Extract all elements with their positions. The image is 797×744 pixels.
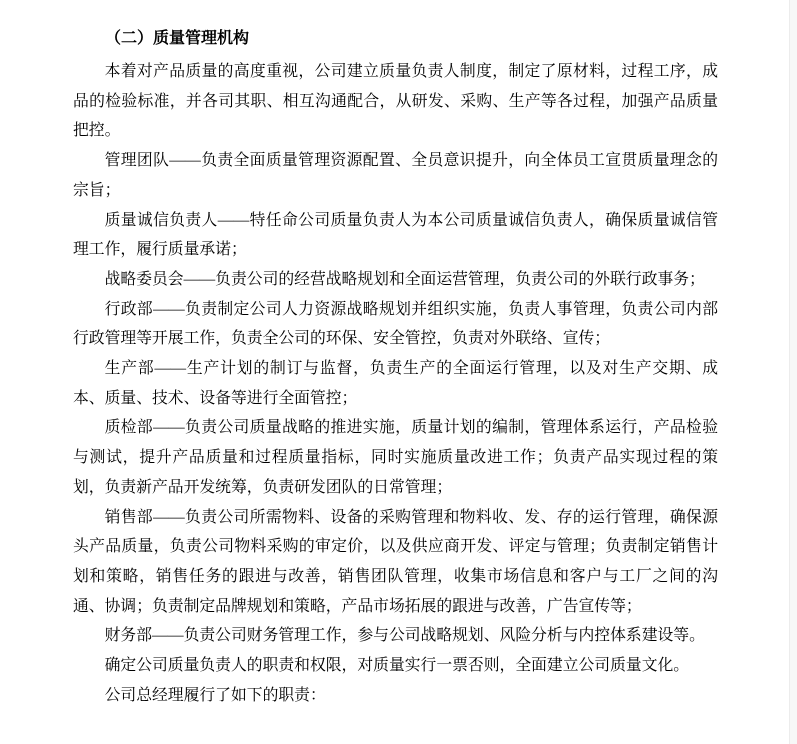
document-body	[73, 28, 718, 710]
paragraph-production-dept: 生产部——生产计划的制订与监督，负责生产的全面运行管理，以及对生产交期、成本、质量、技术、设备等进行全面管控；	[73, 360, 718, 407]
paragraph-strategy-committee: 战略委员会——负责公司的经营战略规划和全面运营管理，负责公司的外联行政事务；	[104, 270, 705, 288]
paragraph-finance-dept: 财务部——负责公司财务管理工作，参与公司战略规划、风险分析与内控体系建设等。	[104, 627, 705, 645]
paragraph-qc-dept: 质检部——负责公司质量战略的推进实施，质量计划的编制，管理体系运行，产品检验与测试，提升产品质量和过程质量指标，同时实施质量改进工作；负责产品实现过程的策划，负责新产品开发统筹，负责研发团队的日常管理；	[73, 419, 718, 496]
paragraph-admin-dept: 行政部——负责制定公司人力资源战略规划并组织实施，负责人事管理，负责公司内部行政管理等开展工作，负责全公司的环保、安全管控，负责对外联络、宣传；	[73, 300, 718, 348]
paragraph-intro: 本着对产品质量的高度重视，公司建立质量负责人制度，制定了原材料，过程工序，成品的检验标准，并各司其职、相互沟通配合，从研发、采购、生产等各过程，加强产品质量把控。	[73, 63, 718, 140]
paragraph-management-team: 管理团队——负责全面质量管理资源配置、全员意识提升，向全体员工宣贯质量理念的宗旨；	[73, 152, 718, 199]
section-heading: （二）质量管理机构	[105, 30, 250, 47]
page-edge	[789, 0, 797, 744]
paragraph-gm-duties-lead-in: 公司总经理履行了如下的职责：	[104, 686, 326, 704]
paragraph-quality-veto: 确定公司质量负责人的职责和权限，对质量实行一票否则，全面建立公司质量文化。	[104, 657, 690, 675]
paragraph-quality-integrity-lead: 质量诚信负责人——特任命公司质量负责人为本公司质量诚信负责人，确保质量诚信管理工作，履行质量承诺；	[73, 211, 718, 259]
paragraph-sales-dept: 销售部——负责公司所需物料、设备的采购管理和物料收、发、存的运行管理，确保源头产品质量，负责公司物料采购的审定价，以及供应商开发、评定与管理；负责制定销售计划和策略，销售任务的跟进与改善，销售团队管理，收集市场信息和客户与工厂之间的沟通、协调；负责制定品牌规划和策略，产品市场拓展的跟进与改善，广告宣传等；	[73, 508, 718, 615]
